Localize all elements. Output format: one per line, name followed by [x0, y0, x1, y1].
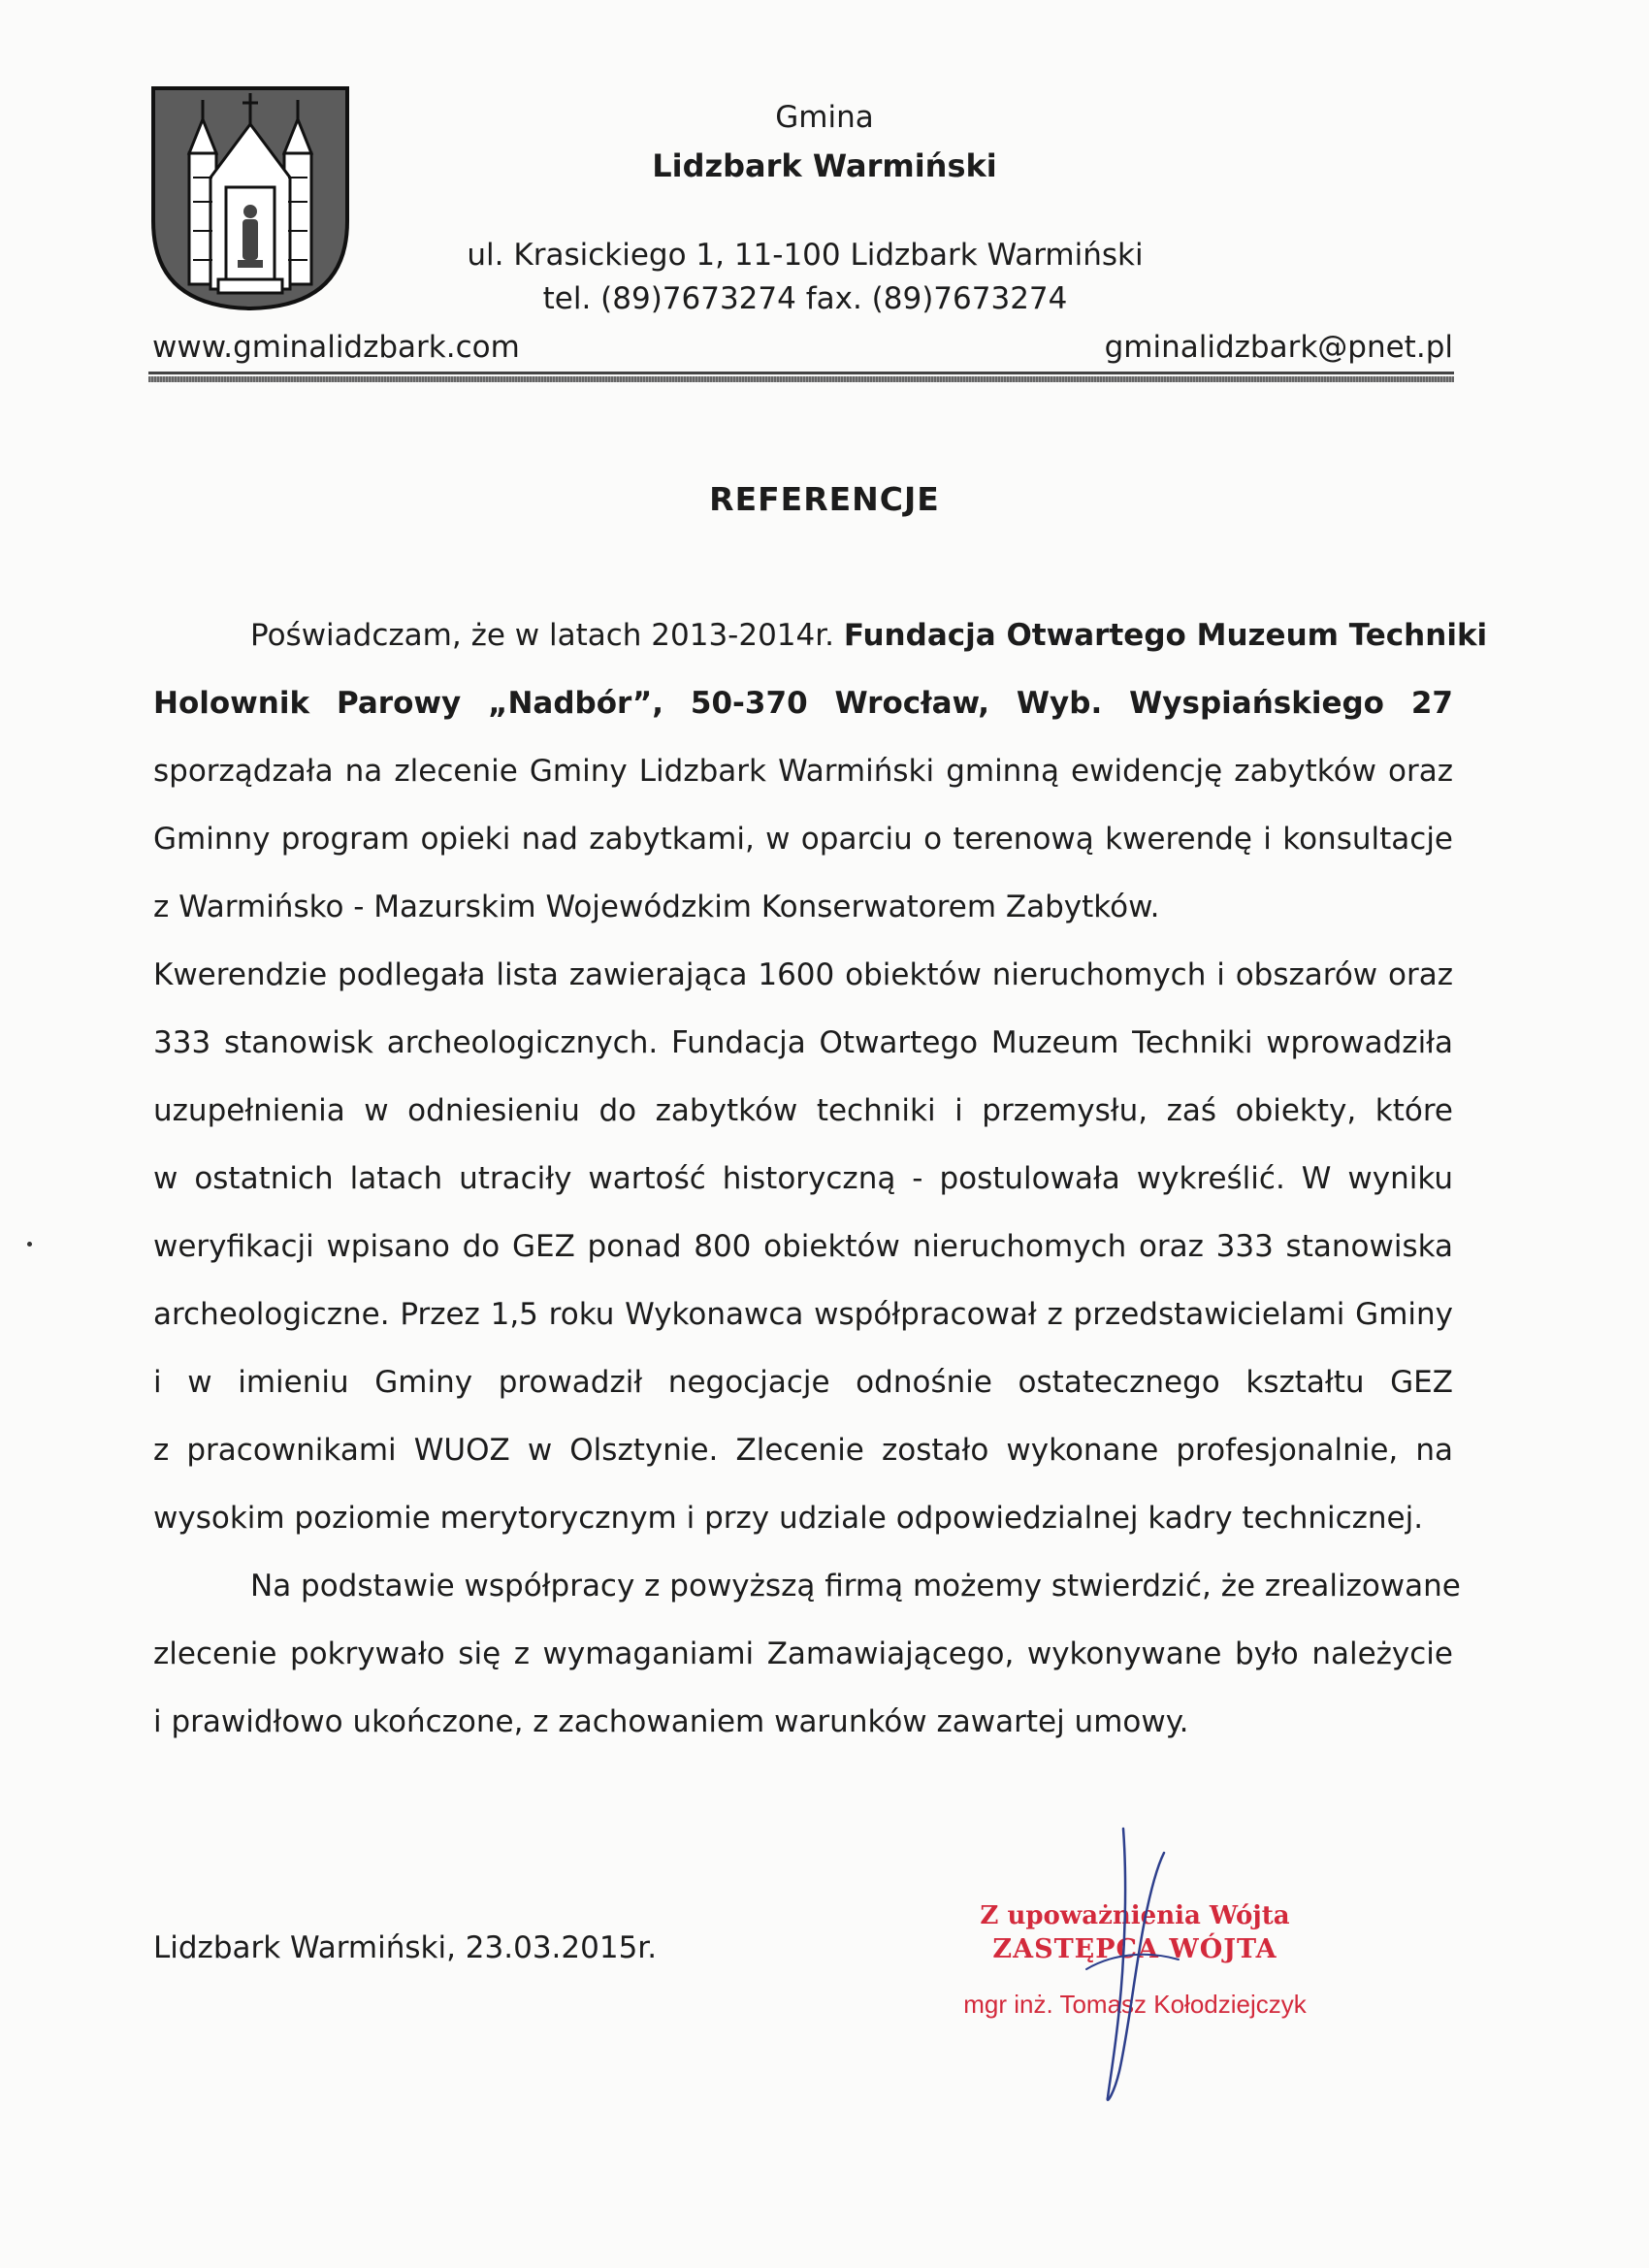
handwritten-signature — [1018, 1824, 1212, 2115]
address: ul. Krasickiego 1, 11-100 Lidzbark Warmiński — [467, 238, 1144, 273]
document-title: REFERENCJE — [709, 480, 940, 518]
body-line: i prawidłowo ukończone, z zachowaniem warunków zawartej umowy. — [153, 1704, 1189, 1739]
header-divider-hatch — [148, 376, 1454, 382]
stamp-line-authorization: Z upoważnienia Wójta — [980, 1901, 1290, 1930]
coat-of-arms-icon — [150, 85, 350, 310]
municipality-label: Gmina — [775, 100, 874, 135]
body-line: w ostatnich latach utraciły wartość historyczną - postulowała wykreślić. W wyniku — [153, 1161, 1453, 1196]
body-line: Na podstawie współpracy z powyższą firmą możemy stwierdzić, że zrealizowane — [250, 1569, 1461, 1604]
body-line: 333 stanowisk archeologicznych. Fundacja Otwartego Muzeum Techniki wprowadziła — [153, 1025, 1453, 1060]
body-line: zlecenie pokrywało się z wymaganiami Zamawiającego, wykonywane było należycie — [153, 1636, 1453, 1671]
phone-fax: tel. (89)7673274 fax. (89)7673274 — [542, 281, 1068, 316]
body-line: wysokim poziomie merytorycznym i przy udziale odpowiedzialnej kadry technicznej. — [153, 1501, 1424, 1536]
body-line: Holownik Parowy „Nadbór”, 50-370 Wrocław, Wyb. Wyspiańskiego 27 — [153, 686, 1453, 721]
body-line: z pracownikami WUOZ w Olsztynie. Zlecenie zostało wykonane profesjonalnie, na — [153, 1433, 1453, 1468]
body-line: weryfikacji wpisano do GEZ ponad 800 obiektów nieruchomych oraz 333 stanowiska — [153, 1229, 1453, 1264]
website: www.gminalidzbark.com — [152, 330, 520, 365]
scan-speck — [27, 1242, 32, 1247]
email: gminalidzbark@pnet.pl — [1104, 330, 1453, 365]
stamp-line-position: ZASTĘPCA WÓJTA — [992, 1934, 1277, 1964]
body-line: archeologiczne. Przez 1,5 roku Wykonawca współpracował z przedstawicielami Gminy — [153, 1297, 1453, 1332]
body-line: z Warmińsko - Mazurskim Wojewódzkim Konserwatorem Zabytków. — [153, 890, 1160, 924]
body-line: i w imieniu Gminy prowadził negocjacje odnośnie ostatecznego kształtu GEZ — [153, 1365, 1453, 1400]
foundation-name: Fundacja Otwartego Muzeum Techniki — [843, 618, 1488, 653]
municipality-name: Lidzbark Warmiński — [652, 147, 997, 184]
body-line: uzupełnienia w odniesieniu do zabytków techniki i przemysłu, zaś obiekty, które — [153, 1093, 1453, 1128]
stamp-line-name: mgr inż. Tomasz Kołodziejczyk — [963, 1990, 1307, 2019]
body-text: Poświadczam, że w latach 2013-2014r. — [250, 618, 844, 653]
place-and-date: Lidzbark Warmiński, 23.03.2015r. — [153, 1930, 658, 1965]
body-line: sporządzała na zlecenie Gminy Lidzbark Warmiński gminną ewidencję zabytków oraz — [153, 754, 1453, 789]
body-line — [153, 618, 1488, 653]
body-line: Gminny program opieki nad zabytkami, w oparciu o terenową kwerendę i konsultacje — [153, 822, 1453, 857]
header-divider — [148, 372, 1454, 374]
body-line: Kwerendzie podlegała lista zawierająca 1600 obiektów nieruchomych i obszarów oraz — [153, 957, 1453, 992]
